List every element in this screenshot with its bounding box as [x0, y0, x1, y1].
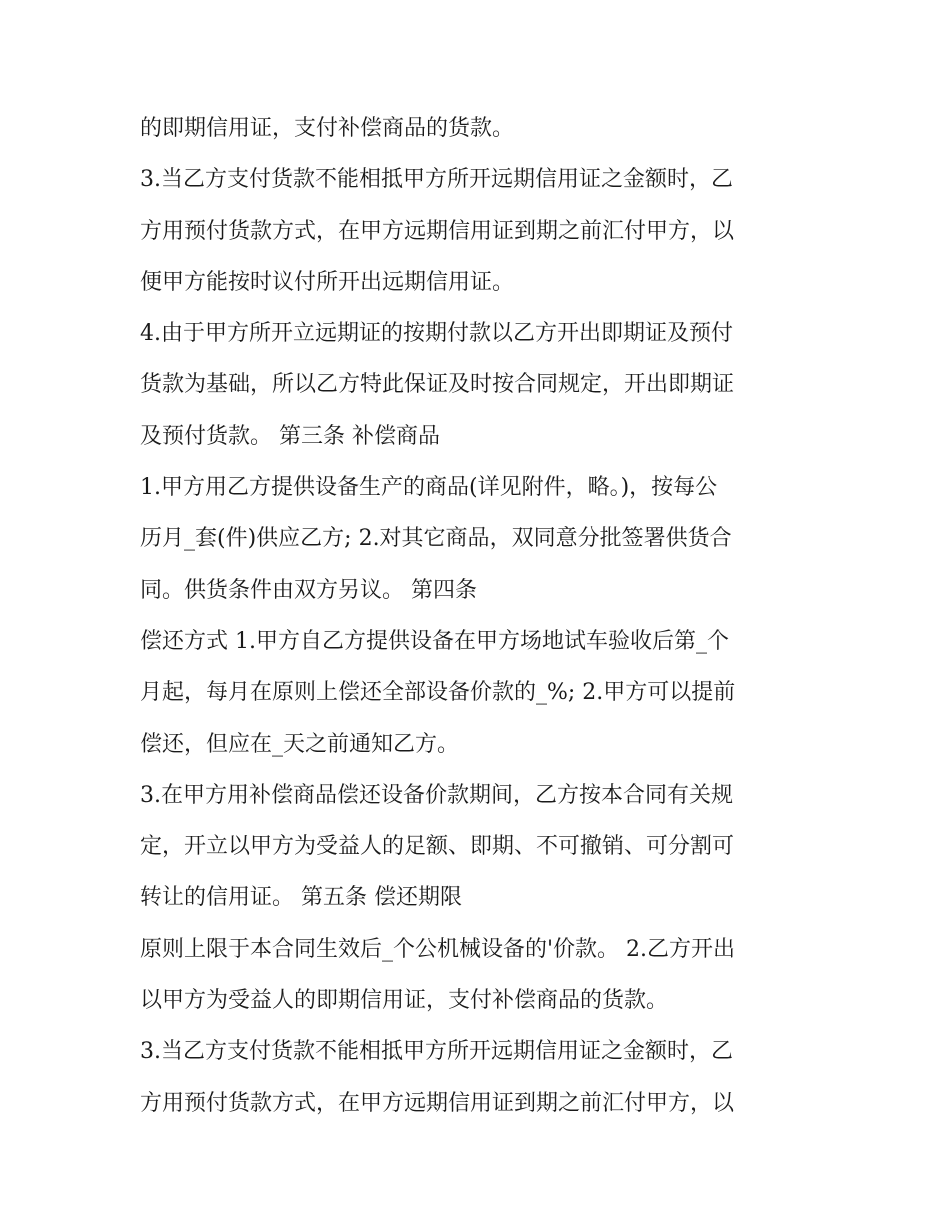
text-line: 3.在甲方用补偿商品偿还设备价款期间，乙方按本合同有关规: [140, 782, 733, 808]
text-line: 及预付货款。 第三条 补偿商品: [140, 423, 440, 449]
text-line: 定，开立以甲方为受益人的足额、即期、不可撤销、可分割可: [140, 834, 735, 860]
text-line: 便甲方能按时议付所开出远期信用证。: [140, 269, 515, 295]
text-line: 原则上限于本合同生效后_个公机械设备的'价款。 2.乙方开出: [140, 936, 736, 962]
text-line: 转让的信用证。 第五条 偿还期限: [140, 885, 462, 911]
text-line: 货款为基础，所以乙方特此保证及时按合同规定，开出即期证: [140, 372, 735, 398]
text-line: 的即期信用证，支付补偿商品的货款。: [140, 116, 515, 141]
text-line: 方用预付货款方式，在甲方远期信用证到期之前汇付甲方，以: [140, 1090, 735, 1116]
text-line: 3.当乙方支付货款不能相抵甲方所开远期信用证之金额时，乙: [140, 167, 733, 193]
text-line: 方用预付货款方式，在甲方远期信用证到期之前汇付甲方，以: [140, 218, 735, 244]
text-line: 偿还方式 1.甲方自乙方提供设备在甲方场地试车验收后第_个: [140, 628, 729, 654]
text-line: 3.当乙方支付货款不能相抵甲方所开远期信用证之金额时，乙: [140, 1039, 733, 1065]
document-body: [140, 107, 820, 1133]
text-line: 4.由于甲方所开立远期证的按期付款以乙方开出即期证及预付: [140, 321, 733, 347]
text-line: 同。供货条件由双方另议。 第四条: [140, 577, 477, 603]
text-line: 月起，每月在原则上偿还全部设备价款的_%; 2.甲方可以提前: [140, 680, 736, 706]
text-line: 1.甲方用乙方提供设备生产的商品(详见附件，略。)，按每公: [140, 475, 718, 501]
text-line: 偿还，但应在_天之前通知乙方。: [140, 731, 460, 757]
text-line: 以甲方为受益人的即期信用证，支付补偿商品的货款。: [140, 988, 669, 1014]
text-line: 历月_套(件)供应乙方; 2.对其它商品，双同意分批签署供货合: [140, 526, 732, 552]
